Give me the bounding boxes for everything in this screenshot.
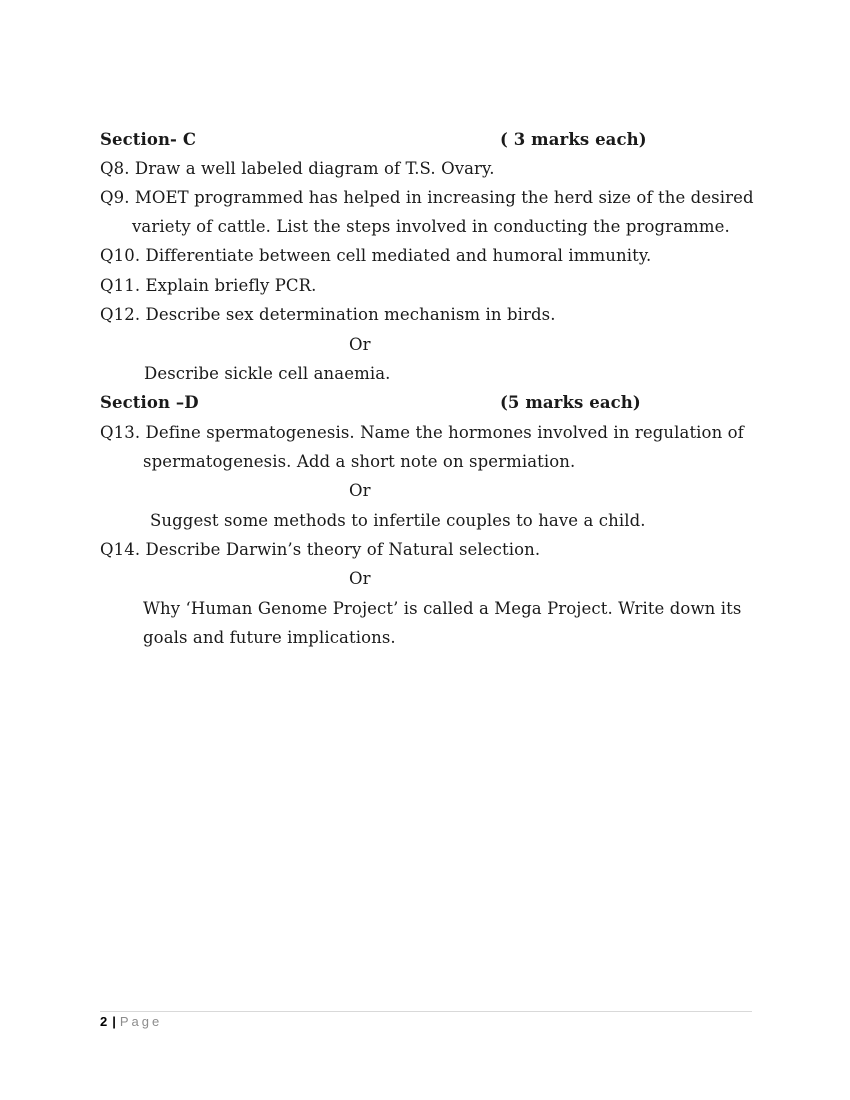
question-12: Q12. Describe sex determination mechanism in birds.	[100, 305, 556, 324]
question-12-or: Or	[349, 335, 371, 354]
page-number: 2	[100, 1014, 108, 1029]
question-14: Q14. Describe Darwin’s theory of Natural selection.	[100, 540, 541, 559]
question-13-alternative: Suggest some methods to infertile couples to have a child.	[150, 511, 646, 530]
question-13-line-1: Q13. Define spermatogenesis. Name the hormones involved in regulation of	[100, 423, 744, 442]
question-11: Q11. Explain briefly PCR.	[100, 276, 317, 295]
page-footer	[100, 1014, 162, 1030]
page-label: Page	[119, 1014, 163, 1029]
question-14-alternative-line-1: Why ‘Human Genome Project’ is called a Mega Project. Write down its	[143, 599, 742, 618]
question-9-line-1: Q9. MOET programmed has helped in increasing the herd size of the desired	[100, 188, 754, 207]
question-12-alternative: Describe sickle cell anaemia.	[144, 364, 391, 383]
section-d-heading: Section –D	[100, 393, 199, 412]
question-13-or: Or	[349, 481, 371, 500]
question-13-line-2: spermatogenesis. Add a short note on spermiation.	[143, 452, 576, 471]
section-c-marks: ( 3 marks each)	[500, 130, 647, 149]
footer-divider	[100, 1011, 752, 1012]
question-8: Q8. Draw a well labeled diagram of T.S. Ovary.	[100, 159, 495, 178]
footer-separator: |	[112, 1014, 116, 1029]
question-14-alternative-line-2: goals and future implications.	[143, 628, 396, 647]
section-c-heading: Section- C	[100, 130, 197, 149]
question-10: Q10. Differentiate between cell mediated and humoral immunity.	[100, 246, 652, 265]
section-d-marks: (5 marks each)	[500, 393, 641, 412]
question-9-line-2: variety of cattle. List the steps involved in conducting the programme.	[132, 217, 730, 236]
question-14-or: Or	[349, 569, 371, 588]
